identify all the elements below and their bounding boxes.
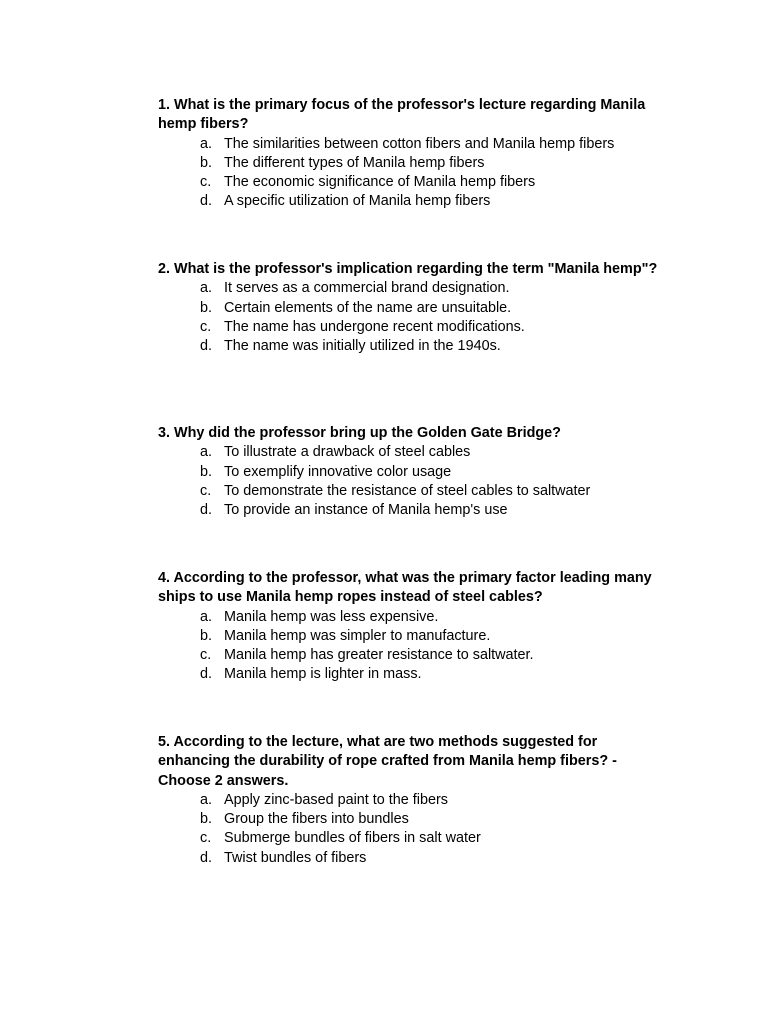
option-letter: d. xyxy=(200,666,213,683)
option-3a xyxy=(158,443,668,462)
option-text: Manila hemp has greater resistance to saltwater. xyxy=(224,647,534,664)
option-letter: c. xyxy=(200,174,212,191)
option-letter: b. xyxy=(200,299,213,316)
option-1b xyxy=(158,154,668,173)
option-letter: d. xyxy=(200,193,213,210)
option-1a xyxy=(158,135,668,154)
option-text: To exemplify innovative color usage xyxy=(224,463,452,480)
option-1d xyxy=(158,192,668,211)
question-3 xyxy=(158,424,668,520)
question-3-text: 3. Why did the professor bring up the Golden Gate Bridge? xyxy=(158,425,561,441)
option-letter: b. xyxy=(200,463,213,480)
option-text: The name was initially utilized in the 1940s. xyxy=(224,338,501,355)
question-3-options xyxy=(158,443,668,520)
question-4-text: 4. According to the professor, what was the primary factor leading many ships to use Manila hemp ropes instead of steel cables? xyxy=(158,570,652,606)
option-letter: c. xyxy=(200,318,212,335)
option-2a xyxy=(158,279,668,298)
option-letter: d. xyxy=(200,338,213,355)
option-text: To demonstrate the resistance of steel cables to saltwater xyxy=(224,482,591,499)
option-text: Apply zinc-based paint to the fibers xyxy=(224,791,448,808)
option-letter: b. xyxy=(200,811,213,828)
option-4b xyxy=(158,627,668,646)
option-3d xyxy=(158,501,668,520)
option-4c xyxy=(158,646,668,665)
option-text: Manila hemp was simpler to manufacture. xyxy=(224,627,491,644)
option-3c xyxy=(158,482,668,501)
option-letter: a. xyxy=(200,791,213,808)
option-letter: a. xyxy=(200,280,213,297)
question-1-text: 1. What is the primary focus of the professor's lecture regarding Manila hemp fibers? xyxy=(158,97,646,133)
option-text: Manila hemp was less expensive. xyxy=(224,608,439,625)
option-text: Manila hemp is lighter in mass. xyxy=(224,666,422,683)
option-5a xyxy=(158,791,668,810)
option-text: The similarities between cotton fibers and Manila hemp fibers xyxy=(224,135,615,152)
question-2 xyxy=(158,260,668,356)
option-text: It serves as a commercial brand designation. xyxy=(224,280,510,297)
option-1c xyxy=(158,173,668,192)
question-2-options xyxy=(158,279,668,356)
option-text: The different types of Manila hemp fibers xyxy=(224,154,485,171)
question-2-text: 2. What is the professor's implication regarding the term "Manila hemp"? xyxy=(158,261,658,277)
option-letter: c. xyxy=(200,830,212,847)
question-1-options xyxy=(158,135,668,212)
option-4a xyxy=(158,608,668,627)
question-5-text: 5. According to the lecture, what are two methods suggested for enhancing the durability of rope crafted from Manila hemp fibers? - Choose 2 answers. xyxy=(158,734,617,789)
question-5 xyxy=(158,733,668,868)
option-text: A specific utilization of Manila hemp fibers xyxy=(224,193,491,210)
option-text: The name has undergone recent modifications. xyxy=(224,318,525,335)
option-letter: a. xyxy=(200,608,213,625)
option-5d xyxy=(158,849,668,868)
option-text: Certain elements of the name are unsuitable. xyxy=(224,299,512,316)
option-text: Group the fibers into bundles xyxy=(224,811,409,828)
option-letter: c. xyxy=(200,482,212,499)
option-letter: b. xyxy=(200,627,213,644)
option-2c xyxy=(158,318,668,337)
option-letter: b. xyxy=(200,154,213,171)
option-4d xyxy=(158,665,668,684)
question-1 xyxy=(158,96,668,212)
option-letter: d. xyxy=(200,849,213,866)
option-2d xyxy=(158,337,668,356)
option-2b xyxy=(158,299,668,318)
option-text: To illustrate a drawback of steel cables xyxy=(224,444,471,461)
option-5b xyxy=(158,810,668,829)
question-4 xyxy=(158,569,668,685)
option-text: The economic significance of Manila hemp fibers xyxy=(224,174,536,191)
option-letter: a. xyxy=(200,444,213,461)
option-letter: c. xyxy=(200,647,212,664)
question-4-options xyxy=(158,608,668,685)
option-3b xyxy=(158,463,668,482)
option-text: Submerge bundles of fibers in salt water xyxy=(224,830,481,847)
question-5-options xyxy=(158,791,668,868)
option-letter: a. xyxy=(200,135,213,152)
option-letter: d. xyxy=(200,502,213,519)
option-text: Twist bundles of fibers xyxy=(224,849,367,866)
option-5c xyxy=(158,829,668,848)
option-text: To provide an instance of Manila hemp's use xyxy=(224,502,508,519)
